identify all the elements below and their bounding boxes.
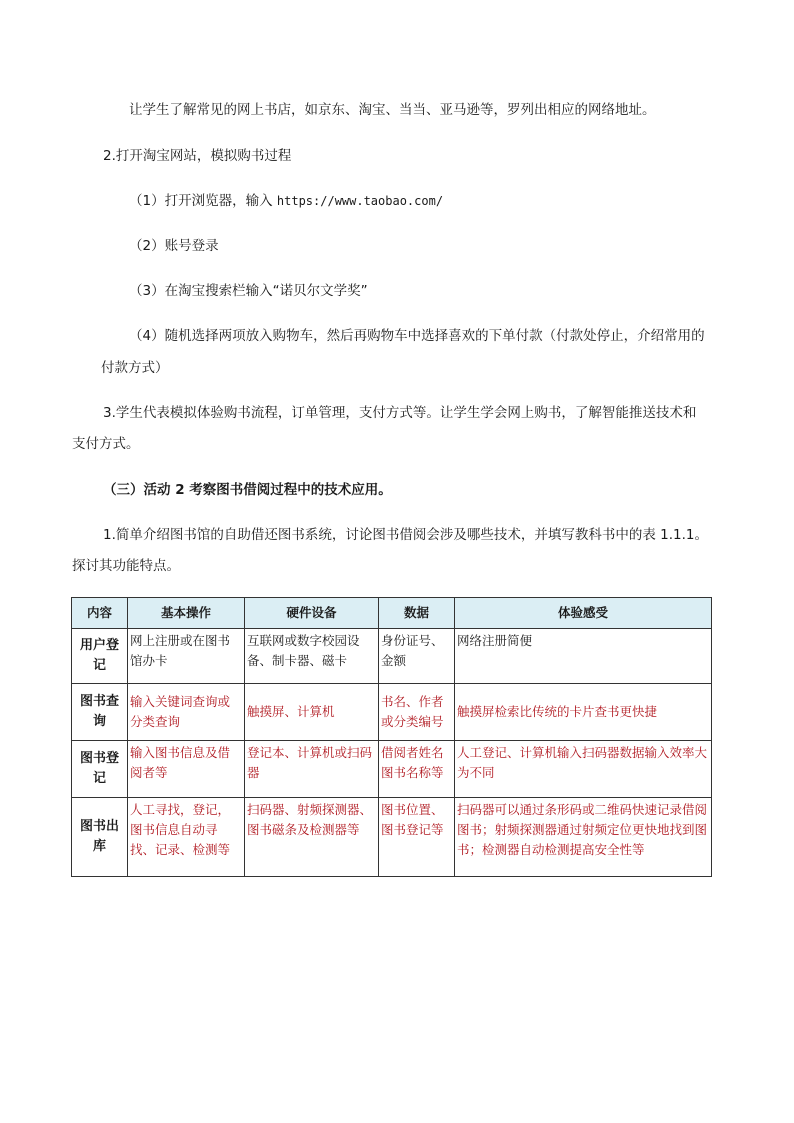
- library-technology-table: [71, 597, 712, 877]
- cell-operation: 网上注册或在图书馆办卡: [128, 629, 245, 684]
- paragraph-student-simulation-line-1: 3.学生代表模拟体验购书流程，订单管理，支付方式等。让学生学会网上购书，了解智能推送技术和: [103, 405, 697, 421]
- cell-experience: 网络注册简便: [455, 629, 712, 684]
- cell-hardware: 扫码器、射频探测器、图书磁条及检测器等: [245, 798, 379, 877]
- cell-operation: 人工寻找，登记，图书信息自动寻找、记录、检测等: [128, 798, 245, 877]
- step-2: （2）账号登录: [129, 238, 219, 254]
- header-basic-operation: 基本操作: [128, 598, 245, 629]
- step-4-line-2: 付款方式）: [101, 360, 169, 376]
- header-data: 数据: [379, 598, 455, 629]
- table-row: [72, 629, 712, 684]
- cell-data: 借阅者姓名图书名称等: [379, 741, 455, 798]
- cell-experience: 触摸屏检索比传统的卡片查书更快捷: [455, 684, 712, 741]
- cell-hardware: 触摸屏、计算机: [245, 684, 379, 741]
- row-label-user-registration: 用户登记: [72, 629, 128, 684]
- step-1: [129, 191, 443, 211]
- header-content: 内容: [72, 598, 128, 629]
- paragraph-library-system-line-1: 1.简单介绍图书馆的自助借还图书系统，讨论图书借阅会涉及哪些技术，并填写教科书中的表 1.1.1。: [103, 527, 709, 543]
- activity-2-heading: （三）活动 2 考察图书借阅过程中的技术应用。: [103, 482, 392, 498]
- cell-data: 身份证号、金额: [379, 629, 455, 684]
- paragraph-student-simulation-line-2: 支付方式。: [72, 436, 140, 452]
- row-label-book-query: 图书查询: [72, 684, 128, 741]
- cell-data: 书名、作者或分类编号: [379, 684, 455, 741]
- cell-hardware: 登记本、计算机或扫码器: [245, 741, 379, 798]
- row-label-book-registration: 图书登记: [72, 741, 128, 798]
- cell-experience: 人工登记、计算机输入扫码器数据输入效率大为不同: [455, 741, 712, 798]
- paragraph-library-system-line-2: 探讨其功能特点。: [72, 558, 180, 574]
- table-row: [72, 798, 712, 877]
- table-header-row: [72, 598, 712, 629]
- step-1-text: （1）打开浏览器，输入: [129, 193, 273, 209]
- cell-data: 图书位置、图书登记等: [379, 798, 455, 877]
- cell-operation: 输入图书信息及借阅者等: [128, 741, 245, 798]
- paragraph-online-bookstores: 让学生了解常见的网上书店，如京东、淘宝、当当、亚马逊等，罗列出相应的网络地址。: [129, 102, 656, 118]
- header-hardware: 硬件设备: [245, 598, 379, 629]
- table-row: [72, 684, 712, 741]
- step-3: （3）在淘宝搜索栏输入“诺贝尔文学奖”: [129, 283, 368, 299]
- cell-hardware: 互联网或数字校园设备、制卡器、磁卡: [245, 629, 379, 684]
- row-label-book-checkout: 图书出库: [72, 798, 128, 877]
- paragraph-open-taobao: 2.打开淘宝网站，模拟购书过程: [103, 148, 292, 164]
- cell-experience: 扫码器可以通过条形码或二维码快速记录借阅图书；射频探测器通过射频定位更快地找到图书；检测器自动检测提高安全性等: [455, 798, 712, 877]
- cell-operation: 输入关键词查询或分类查询: [128, 684, 245, 741]
- step-4-line-1: （4）随机选择两项放入购物车，然后再购物车中选择喜欢的下单付款（付款处停止，介绍常用的: [129, 328, 705, 344]
- header-experience: 体验感受: [455, 598, 712, 629]
- taobao-url: https://www.taobao.com/: [276, 194, 444, 208]
- table-row: [72, 741, 712, 798]
